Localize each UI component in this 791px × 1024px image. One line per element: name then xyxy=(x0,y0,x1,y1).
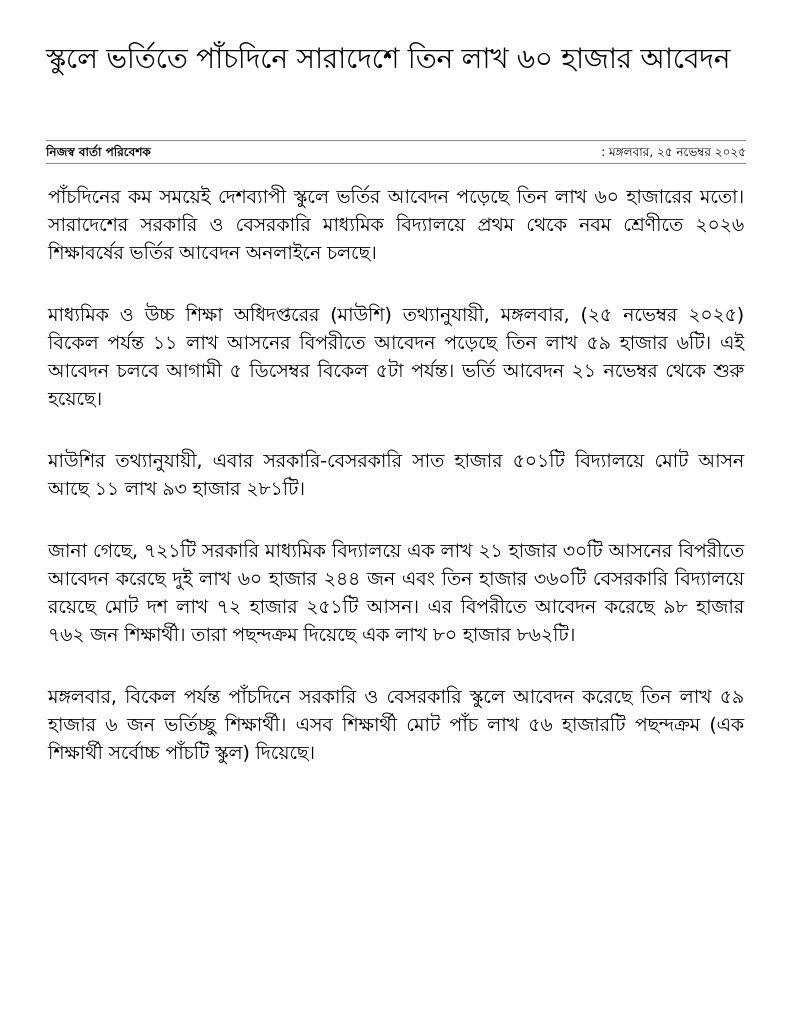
article-paragraph: পাঁচদিনের কম সময়েই দেশব্যাপী স্কুলে ভর্তির আবেদন পড়েছে তিন লাখ ৬০ হাজারের মতো।সারাদেশের সরকারি ও বেসরকারি মাধ্যমিক বিদ্যালয়ে প্রথম থেকে নবম শ্রেণীতে ২০২৬ শিক্ষাবর্ষের ভর্তির আবেদন অনলাইনে চলছে। xyxy=(48,186,744,264)
article-paragraph: মাধ্যমিক ও উচ্চ শিক্ষা অধিদপ্তরের (মাউশি) তথ্যানুযায়ী, মঙ্গলবার, (২৫ নভেম্বর ২০২৫) বিকেল পর্যন্ত ১১ লাখ আসনের বিপরীতে আবেদন পড়েছে তিন লাখ ৫৯ হাজার ৬টি। এই আবেদন চলবে আগামী ৫ ডিসেম্বর বিকেল ৫টা পর্যন্ত। ভর্তি আবেদন ২১ নভেম্বর থেকে শুরু হয়েছে। xyxy=(48,304,744,410)
article-paragraph: মঙ্গলবার, বিকেল পর্যন্ত পাঁচদিনে সরকারি ও বেসরকারি স্কুলে আবেদন করেছে তিন লাখ ৫৯ হাজার ৬ জন ভর্তিচ্ছু শিক্ষার্থী। এসব শিক্ষার্থী মোট পাঁচ লাখ ৫৬ হাজারটি পছন্দক্রম (এক শিক্ষার্থী সর্বোচ্চ পাঁচটি স্কুল) দিয়েছে। xyxy=(48,686,744,764)
publish-date: : মঙ্গলবার, ২৫ নভেম্বর ২০২৫ xyxy=(601,145,746,159)
article-headline: স্কুলে ভর্তিতে পাঁচদিনে সারাদেশে তিন লাখ ৬০ হাজার আবেদন xyxy=(46,42,731,75)
author-name: নিজস্ব বার্তা পরিবেশক xyxy=(46,145,151,159)
article-paragraph: জানা গেছে, ৭২১টি সরকারি মাধ্যমিক বিদ্যালয়ে এক লাখ ২১ হাজার ৩০টি আসনের বিপরীতে আবেদন করেছে দুই লাখ ৬০ হাজার ২৪৪ জন এবং তিন হাজার ৩৬০টি বেসরকারি বিদ্যালয়ে রয়েছে মোট দশ লাখ ৭২ হাজার ২৫১টি আসন। এর বিপরীতে আবেদন করেছে ৯৮ হাজার ৭৬২ জন শিক্ষার্থী। তারা পছন্দক্রম দিয়েছে এক লাখ ৮০ হাজার ৮৬২টি। xyxy=(48,540,744,646)
byline-bar xyxy=(46,140,746,164)
article-paragraph: মাউশির তথ্যানুযায়ী, এবার সরকারি-বেসরকারি সাত হাজার ৫০১টি বিদ্যালয়ে মোট আসন আছে ১১ লাখ ৯৩ হাজার ২৮১টি। xyxy=(48,450,744,500)
article-body xyxy=(48,183,744,801)
